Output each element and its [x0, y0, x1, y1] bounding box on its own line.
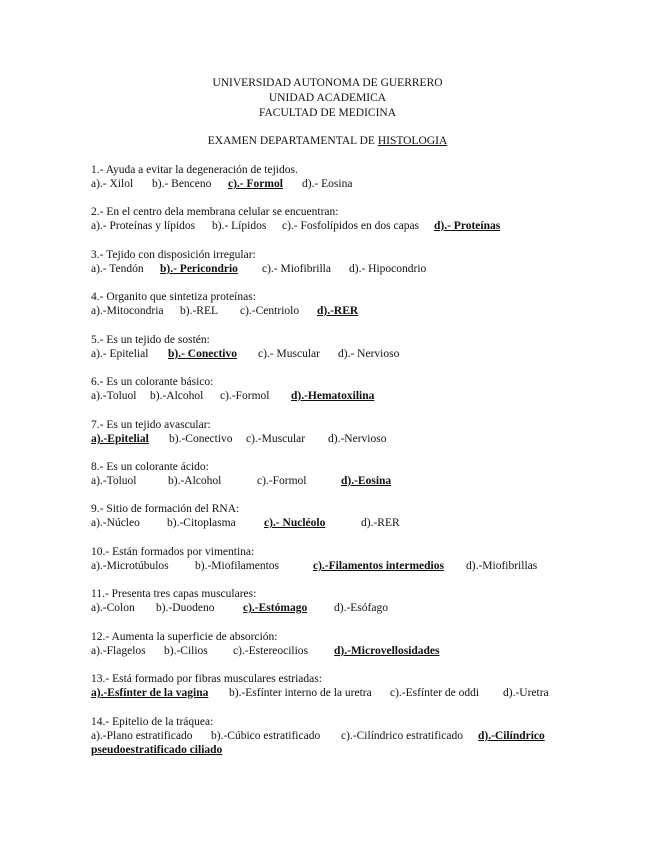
option-a: a).-Toluol [91, 390, 137, 402]
question-9 [91, 502, 561, 530]
option-b: b).-Duodeno [156, 602, 215, 614]
options-row [91, 219, 561, 233]
option-c: c).-Cilíndrico estratificado [341, 730, 463, 742]
option-d: d).- Hipocondrio [349, 263, 427, 275]
options-row [91, 601, 561, 615]
option-b: b).- Lípidos [212, 220, 267, 232]
option-d-correct: d).-Cilíndrico [478, 730, 545, 742]
option-b: b).-Alcohol [168, 475, 222, 487]
options-row [91, 516, 561, 530]
question-13 [91, 672, 561, 700]
option-d: d).- Nervioso [338, 348, 400, 360]
option-c: c).- Muscular [258, 348, 320, 360]
option-a: a).-Flagelos [91, 645, 146, 657]
question-text: 3.- Tejido con disposición irregular: [91, 249, 256, 261]
university-name: UNIVERSIDAD AUTONOMA DE GUERRERO [212, 77, 443, 89]
option-a: a).-Colon [91, 602, 135, 614]
option-a: a).- Proteínas y lípidos [91, 220, 196, 232]
option-d-correct: d).-Microvellosidades [334, 645, 440, 657]
option-c: c).- Miofibrilla [262, 263, 331, 275]
option-a-correct: a).-Esfínter de la vagina [91, 687, 209, 699]
option-c-correct: c).-Filamentos intermedios [313, 560, 444, 572]
options-row [91, 559, 561, 573]
options-row [91, 432, 561, 446]
question-text: 10.- Están formados por vimentina: [91, 546, 255, 558]
option-c: c).-Formol [220, 390, 270, 402]
options-row [91, 262, 561, 276]
option-c: c).-Muscular [246, 433, 306, 445]
option-b: b).-Citoplasma [167, 517, 236, 529]
question-text: 1.- Ayuda a evitar la degeneración de tejidos. [91, 164, 298, 176]
exam-subject: HISTOLOGIA [377, 135, 448, 147]
question-10 [91, 545, 561, 573]
question-text: 5.- Es un tejido de sostén: [91, 334, 210, 346]
option-b: b).-Esfínter interno de la uretra [229, 687, 372, 699]
option-c: c).- Fosfolípidos en dos capas [282, 220, 420, 232]
option-b: b).- Benceno [152, 178, 212, 190]
option-a: a).- Tendón [91, 263, 144, 275]
option-a: a).-Mitocondria [91, 305, 164, 317]
options-row [91, 389, 561, 403]
option-c-correct: c).- Nucléolo [264, 517, 326, 529]
option-b: b).-Miofilamentos [195, 560, 279, 572]
option-c-correct: c).-Estómago [243, 602, 308, 614]
question-12 [91, 630, 561, 658]
question-7 [91, 418, 561, 446]
faculty-name: FACULTAD DE MEDICINA [258, 107, 397, 119]
academic-unit: UNIDAD ACADEMICA [268, 92, 387, 104]
option-d: d).-Esófago [334, 602, 388, 614]
options-row [91, 729, 561, 743]
option-d-continuation: pseudoestratificado ciliado [91, 744, 223, 756]
option-a: a).-Núcleo [91, 517, 140, 529]
question-text: 14.- Epitelio de la tráquea: [91, 716, 214, 728]
exam-title-prefix: EXAMEN DEPARTAMENTAL DE [207, 135, 378, 147]
option-d-correct: d).- Proteínas [434, 220, 501, 232]
option-b-correct: b).- Conectivo [168, 348, 237, 360]
question-text: 7.- Es un tejido avascular: [91, 419, 211, 431]
question-text: 6.- Es un colorante básico: [91, 376, 214, 388]
option-b-correct: b).- Pericondrio [160, 263, 238, 275]
question-text: 4.- Organito que sintetiza proteínas: [91, 291, 256, 303]
option-a: a).- Xilol [91, 178, 134, 190]
exam-title [0, 134, 655, 149]
options-row [91, 644, 561, 658]
question-text: 13.- Está formado por fibras musculares estriadas: [91, 673, 322, 685]
option-a: a).-Toluol [91, 475, 137, 487]
option-b: b).-Conectivo [169, 433, 233, 445]
option-b: b).-Cilios [164, 645, 208, 657]
question-text: 2.- En el centro dela membrana celular se encuentran: [91, 206, 339, 218]
option-d-correct: d).-Hematoxilina [291, 390, 375, 402]
question-3 [91, 248, 561, 276]
option-d-correct: d).-Eosina [341, 475, 392, 487]
option-c: c).-Esfínter de oddi [390, 687, 480, 699]
question-6 [91, 375, 561, 403]
option-d: d).-Miofibrillas [466, 560, 538, 572]
option-a-correct: a).-Epitelial [91, 433, 149, 445]
question-1 [91, 163, 561, 191]
options-row [91, 177, 561, 191]
question-5 [91, 333, 561, 361]
option-b: b).-Cúbico estratificado [211, 730, 321, 742]
option-b: b).-Alcohol [150, 390, 204, 402]
options-row [91, 304, 561, 318]
question-4 [91, 290, 561, 318]
option-d: d).-Nervioso [328, 433, 387, 445]
option-d: d).- Eosina [302, 178, 353, 190]
question-2 [91, 205, 561, 233]
option-d: d).-RER [361, 517, 400, 529]
option-a: a).-Microtúbulos [91, 560, 169, 572]
question-14 [91, 715, 561, 757]
option-c: c).-Centriolo [240, 305, 300, 317]
question-11 [91, 587, 561, 615]
option-d: d).-Uretra [503, 687, 549, 699]
option-b: b).-REL [180, 305, 219, 317]
option-d-correct: d).-RER [317, 305, 359, 317]
question-text: 8.- Es un colorante ácido: [91, 461, 209, 473]
question-8 [91, 460, 561, 488]
question-text: 12.- Aumenta la superficie de absorción: [91, 631, 278, 643]
question-text: 9.- Sitio de formación del RNA: [91, 503, 240, 515]
option-a: a).-Plano estratificado [91, 730, 193, 742]
option-c-correct: c).- Formol [228, 178, 283, 190]
options-row [91, 686, 561, 700]
option-c: c).-Formol [257, 475, 307, 487]
options-row [91, 474, 561, 488]
option-c: c).-Estereocilios [233, 645, 309, 657]
question-text: 11.- Presenta tres capas musculares: [91, 588, 257, 600]
options-row [91, 347, 561, 361]
option-a: a).- Epitelial [91, 348, 149, 360]
